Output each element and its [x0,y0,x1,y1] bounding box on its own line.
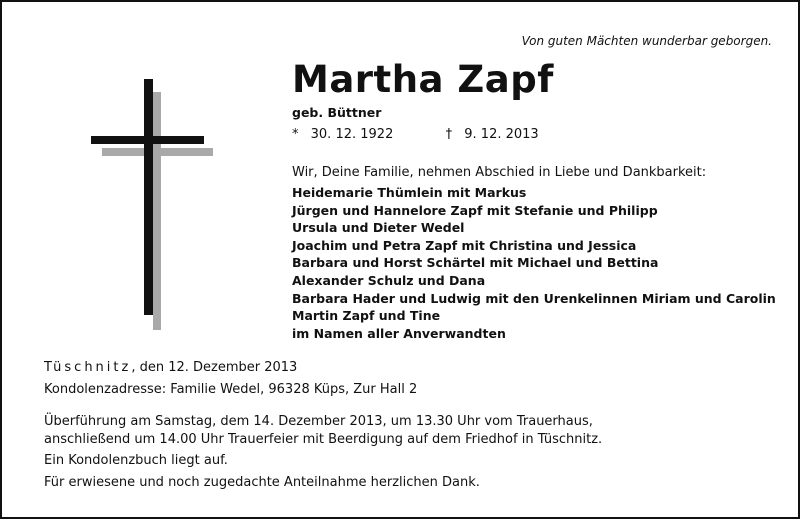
deceased-name: Martha Zapf [292,58,554,101]
cross-shadow-vertical [153,92,161,330]
family-member: Heidemarie Thümlein mit Markus [292,185,527,200]
life-dates [292,127,539,142]
family-member: Joachim und Petra Zapf mit Christina und Jessica [292,237,637,253]
thanks-line: Für erwiesene und noch zugedachte Anteilnahme herzlichen Dank. [44,475,480,490]
family-member: im Namen aller Anverwandten [292,325,506,341]
family-member: Ursula und Dieter Wedel [292,220,465,236]
family-member: Martin Zapf und Tine [292,308,441,324]
family-member: Barbara und Horst Schärtel mit Michael und Bettina [292,255,659,271]
place-date-line [44,360,297,375]
christian-cross-icon [2,2,262,342]
condolence-book: Ein Kondolenzbuch liegt auf. [44,453,228,468]
transfer-line-1: Überführung am Samstag, dem 14. Dezember 2013, um 13.30 Uhr vom Trauerhaus, [44,414,593,429]
family-list [292,184,776,342]
family-member: Alexander Schulz und Dana [292,272,486,288]
birth-name: geb. Büttner [292,105,382,120]
condolence-address: Kondolenzadresse: Familie Wedel, 96328 Küps, Zur Hall 2 [44,382,418,397]
cross-shadow-horizontal [102,148,213,156]
birth-date: 30. 12. 1922 [310,127,394,142]
place-date: , den 12. Dezember 2013 [131,360,298,375]
cross-vertical [144,79,153,315]
death-symbol: † [445,127,453,142]
farewell-intro: Wir, Deine Familie, nehmen Abschied in Liebe und Dankbarkeit: [292,165,707,180]
transfer-line-2: anschließend um 14.00 Uhr Trauerfeier mit Beerdigung auf dem Friedhof in Tüschnitz. [44,432,603,447]
family-member: Barbara Hader und Ludwig mit den Urenkelinnen Miriam und Carolin [292,290,776,306]
place: Tüschnitz [44,360,132,375]
cross-horizontal [91,136,204,144]
death-date: 9. 12. 2013 [464,127,539,142]
birth-symbol: * [292,127,299,142]
family-member: Jürgen und Hannelore Zapf mit Stefanie und Philipp [292,202,658,218]
motto: Von guten Mächten wunderbar geborgen. [521,34,772,48]
